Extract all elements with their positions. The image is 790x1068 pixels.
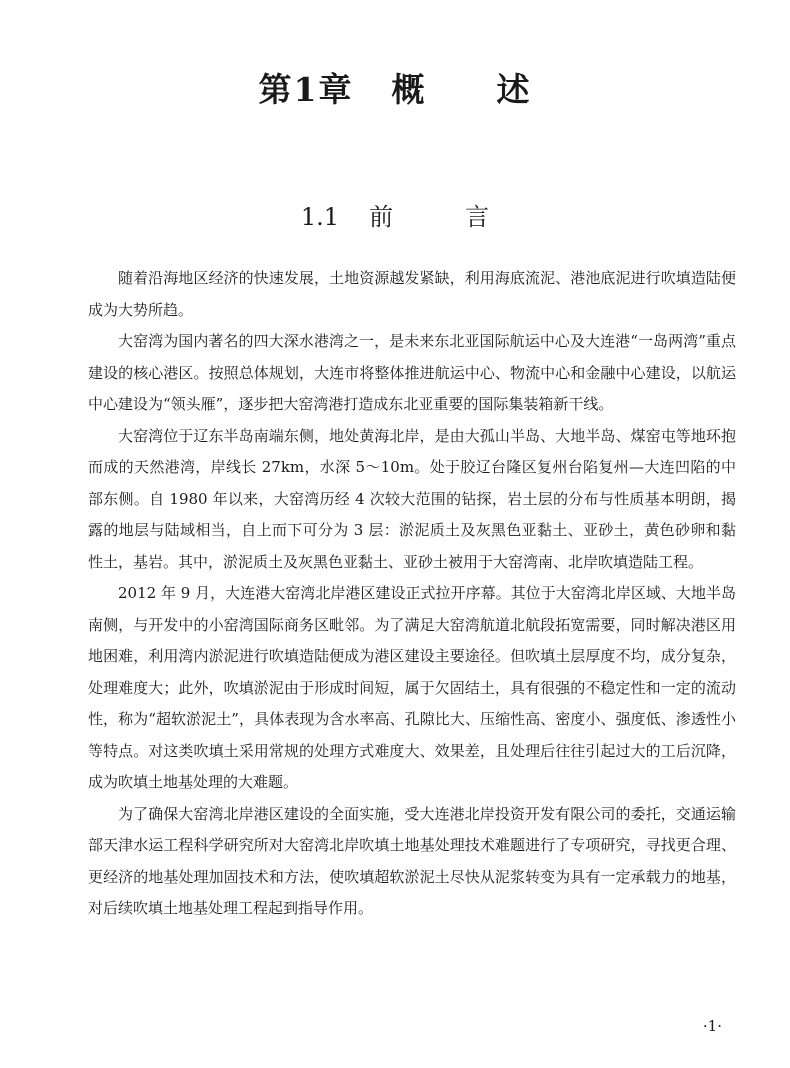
section-title — [0, 202, 790, 232]
chapter-number: 第1章 — [258, 70, 354, 109]
page-number: ·1· — [702, 1017, 722, 1035]
section-title-char-2: 言 — [465, 203, 490, 231]
body-text — [88, 263, 736, 925]
paragraph-1: 随着沿海地区经济的快速发展，土地资源越发紧缺，利用海底流泥、港池底泥进行吹填造陆便成为大势所趋。 — [88, 269, 736, 319]
section-number: 1.1 — [300, 203, 340, 231]
chapter-title — [0, 70, 790, 110]
chapter-title-char-2: 述 — [496, 70, 532, 109]
paragraph-4: 2012 年 9 月，大连港大窑湾北岸港区建设正式拉开序幕。其位于大窑湾北岸区域、大地半岛南侧，与开发中的小窑湾国际商务区毗邻。为了满足大窑湾航道北航段拓宽需要，同时解决港区用地困难，利用湾内淤泥进行吹填造陆便成为港区建设主要途径。但吹填土层厚度不均，成分复杂，处理难度大；此外，吹填淤泥由于形成时间短，属于欠固结土，具有很强的不稳定性和一定的流动性，称为“超软淤泥土”，具体表现为含水率高、孔隙比大、压缩性高、密度小、强度低、渗透性小等特点。对这类吹填土采用常规的处理方式难度大、效果差，且处理后往往引起过大的工后沉降，成为吹填土地基处理的大难题。 — [88, 584, 736, 791]
paragraph-3: 大窑湾位于辽东半岛南端东侧，地处黄海北岸，是由大孤山半岛、大地半岛、煤窑屯等地环抱而成的天然港湾，岸线长 27km，水深 5～10m。处于胶辽台隆区复州台陷复州—大连凹陷的中部东侧。自 1980 年以来，大窑湾历经 4 次较大范围的钻探，岩土层的分布与性质基本明朗，揭露的地层与陆域相当，自上而下可分为 3 层：淤泥质土及灰黑色亚黏土、亚砂土，黄色砂卵和黏性土，基岩。其中，淤泥质土及灰黑色亚黏土、亚砂土被用于大窑湾南、北岸吹填造陆工程。 — [88, 426, 736, 571]
paragraph-5: 为了确保大窑湾北岸港区建设的全面实施，受大连港北岸投资开发有限公司的委托，交通运输部天津水运工程科学研究所对大窑湾北岸吹填土地基处理技术难题进行了专项研究，寻找更合理、更经济的地基处理加固技术和方法，使吹填超软淤泥土尽快从泥浆转变为具有一定承载力的地基，对后续吹填土地基处理工程起到指导作用。 — [88, 804, 736, 917]
chapter-title-char-1: 概 — [391, 70, 427, 109]
paragraph-2: 大窑湾为国内著名的四大深水港湾之一，是未来东北亚国际航运中心及大连港“一岛两湾”重点建设的核心港区。按照总体规划，大连市将整体推进航运中心、物流中心和金融中心建设，以航运中心建设为“领头雁”，逐步把大窑湾港打造成东北亚重要的国际集装箱新干线。 — [88, 332, 736, 413]
section-title-char-1: 前 — [369, 203, 394, 231]
